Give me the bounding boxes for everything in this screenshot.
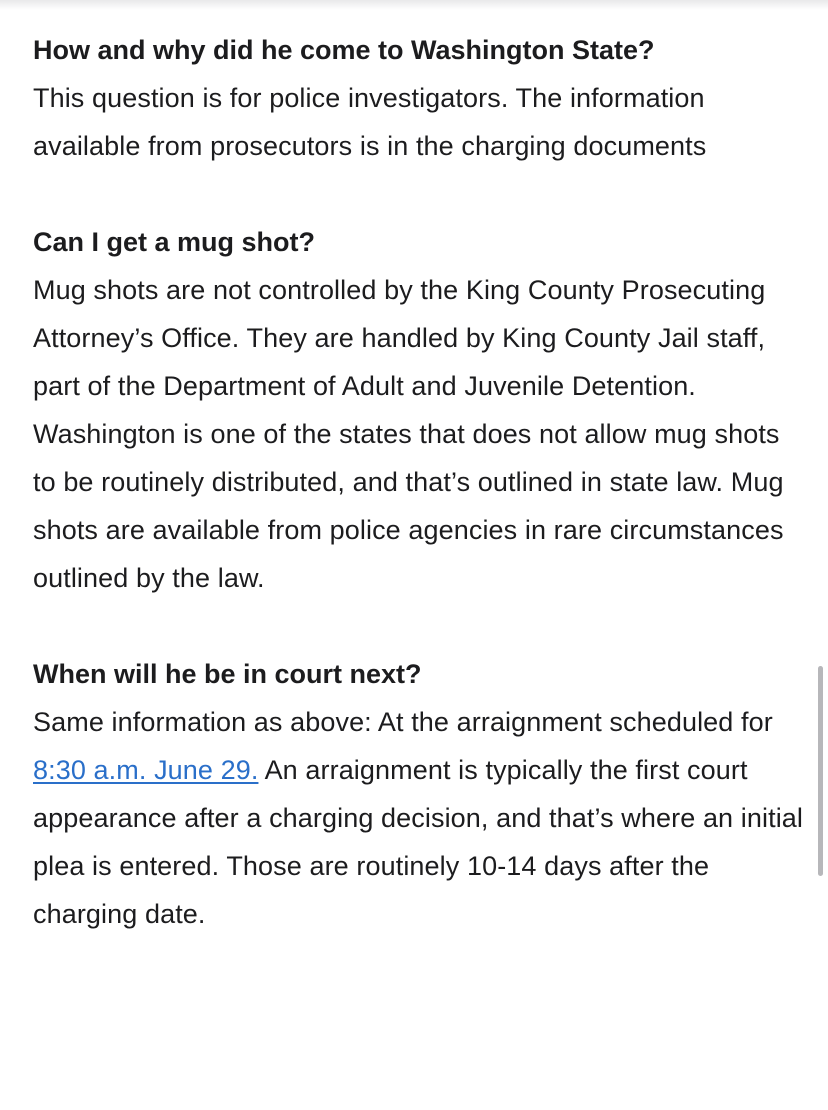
article-content xyxy=(33,26,803,938)
answer-text xyxy=(33,698,803,938)
vertical-scrollbar[interactable] xyxy=(818,666,823,876)
answer-text-after-link: An arraignment is typically the first court appearance after a charging decision, and that’s where an initial plea is entered. Those are routinely 10-14 days after the charging date. xyxy=(33,755,804,929)
question-heading: Can I get a mug shot? xyxy=(33,227,316,257)
answer-text: Mug shots are not controlled by the King County Prosecuting Attorney’s Office. They are handled by King County Jail staff, part of the Department of Adult and Juvenile Detention. Washington is one of the states that does not allow mug shots to be routinely distributed, and that’s outlined in state law. Mug shots are available from police agencies in rare circumstances outlined by the law. xyxy=(33,275,784,593)
faq-section-court-date xyxy=(33,650,803,938)
faq-section-arrival xyxy=(33,26,803,170)
faq-section-mug-shot xyxy=(33,218,803,602)
answer-text: This question is for police investigators. The information available from prosecutors is in the charging documents xyxy=(33,83,707,161)
answer-text-before-link: Same information as above: At the arraignment scheduled for xyxy=(33,707,773,737)
question-heading: How and why did he come to Washington State? xyxy=(33,35,655,65)
arraignment-date-link[interactable]: 8:30 a.m. June 29. xyxy=(33,755,259,785)
top-edge-shadow xyxy=(0,0,828,10)
question-heading: When will he be in court next? xyxy=(33,659,422,689)
